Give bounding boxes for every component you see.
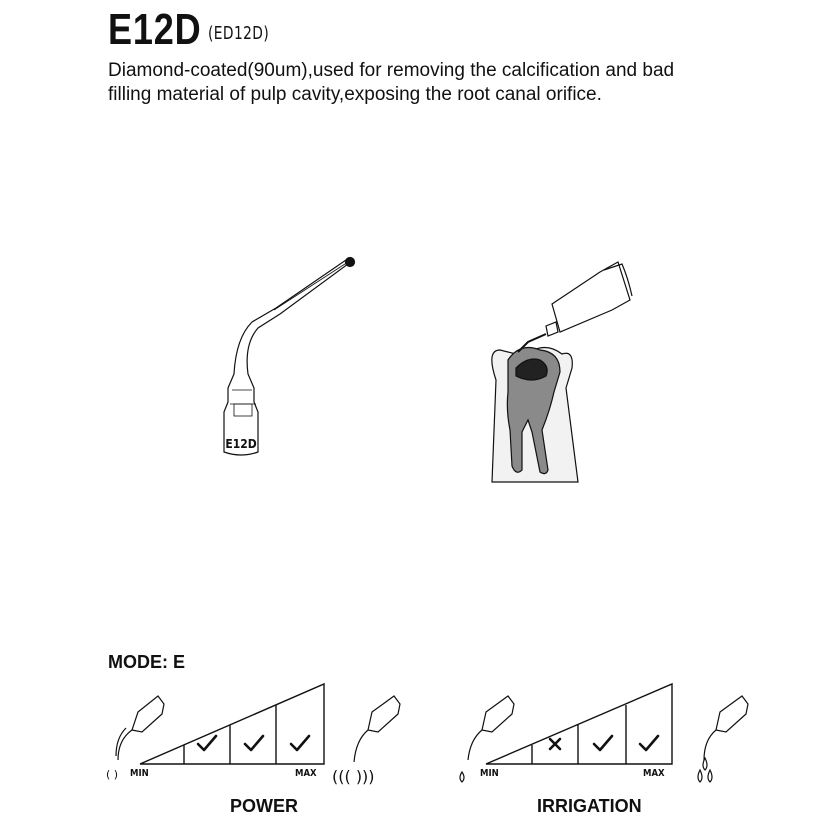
alt-model-name: (ED12D) (208, 23, 270, 44)
scaler-tip-illustration (224, 258, 355, 456)
power-caption: POWER (230, 796, 299, 816)
power-level-check-icon (245, 736, 263, 750)
irrigation-caption: IRRIGATION (537, 796, 642, 816)
irrigation-max-label: MAX (643, 768, 665, 779)
mode-label: MODE: E (108, 652, 186, 672)
irrigation-min-label: MIN (480, 768, 499, 779)
power-max-label: MAX (295, 768, 317, 779)
model-name: E12D (108, 5, 202, 54)
power-handpiece-right-icon (332, 696, 400, 786)
svg-text:( ): ( ) (106, 768, 119, 781)
irrigation-handpiece-right-icon (698, 696, 748, 782)
svg-text:((( ))): ((( ))) (332, 767, 375, 786)
irrigation-level-check-icon (640, 736, 658, 750)
power-min-label: MIN (130, 768, 149, 779)
power-level-check-icon (291, 736, 309, 750)
description-line: Diamond-coated(90um),used for removing the calcification and bad (108, 60, 675, 81)
power-chart (140, 684, 324, 764)
tooth-illustration (492, 262, 632, 482)
irrigation-level-cross-icon (550, 739, 560, 749)
irrigation-level-marks (550, 736, 658, 750)
irrigation-chart (486, 684, 672, 764)
power-level-marks (198, 736, 309, 750)
description-line: filling material of pulp cavity,exposing the root canal orifice. (108, 84, 602, 105)
tip-engraving: E12D (225, 437, 257, 451)
irrigation-level-check-icon (594, 736, 612, 750)
